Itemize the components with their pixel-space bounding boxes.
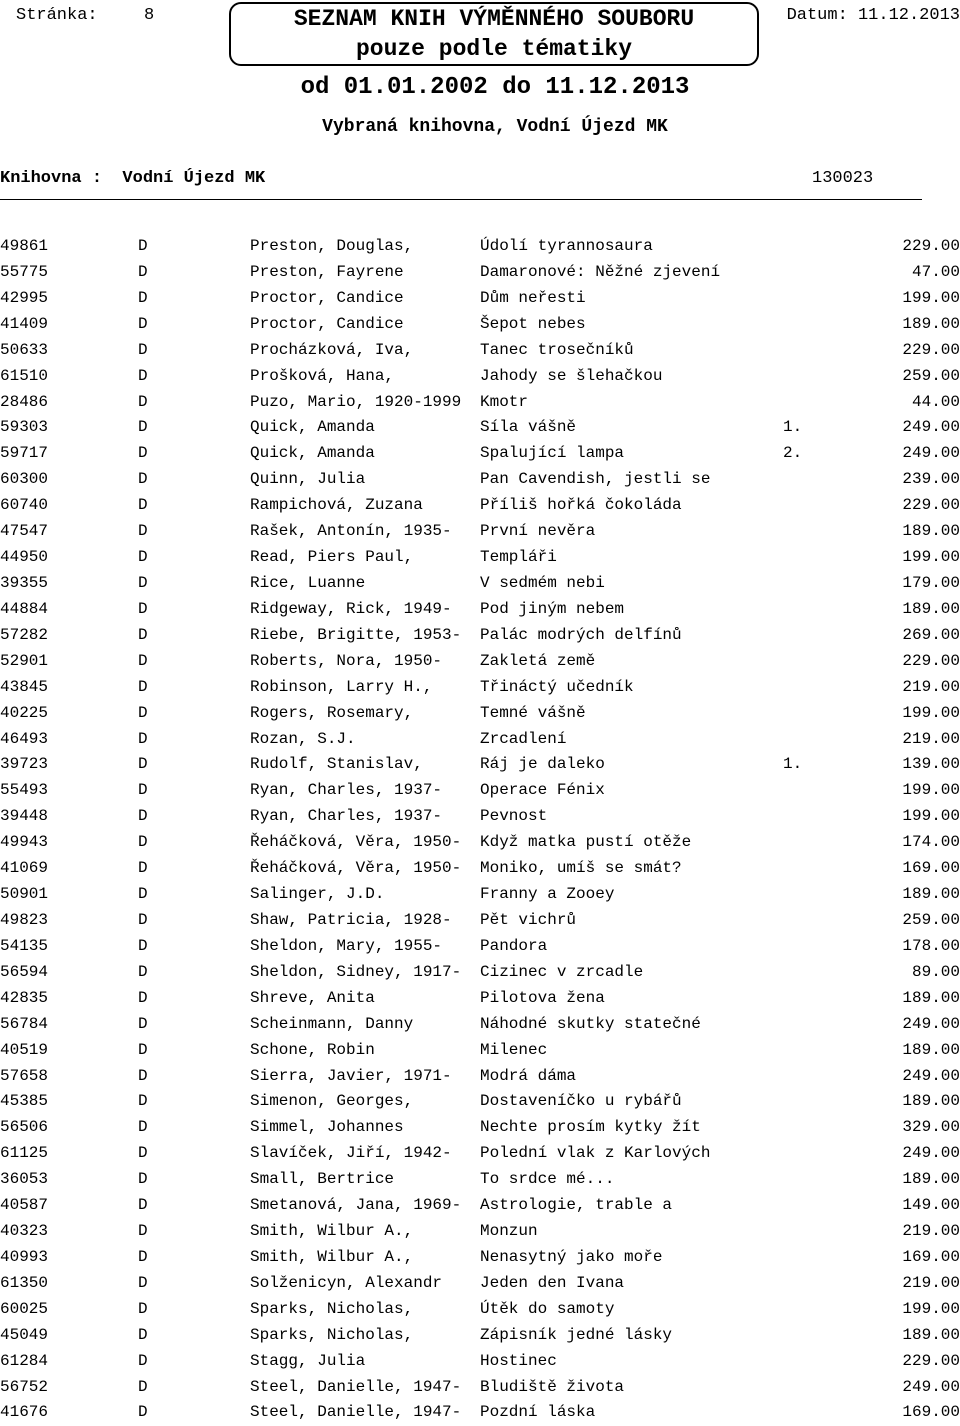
book-title: Nenasytný jako moře: [480, 1247, 663, 1266]
book-type: D: [138, 755, 148, 774]
book-id: 61350: [0, 1273, 49, 1292]
book-title: Bludiště života: [480, 1377, 625, 1396]
book-author: Procházková, Iva,: [250, 340, 414, 359]
book-type: D: [138, 833, 148, 852]
table-row: [0, 908, 960, 934]
book-id: 56506: [0, 1118, 49, 1137]
book-id: 45049: [0, 1325, 49, 1344]
page-number: 8: [144, 6, 155, 25]
book-author: Rudolf, Stanislav,: [250, 755, 423, 774]
book-type: D: [138, 859, 148, 878]
book-price: 219.00: [902, 729, 960, 748]
table-row: [0, 778, 960, 804]
book-author: Read, Piers Paul,: [250, 548, 414, 567]
book-price: 229.00: [902, 496, 960, 515]
library-line: Knihovna : Vodní Újezd MK: [0, 169, 266, 188]
book-price: 199.00: [902, 807, 960, 826]
book-author: Stagg, Julia: [250, 1351, 366, 1370]
book-price: 259.00: [902, 366, 960, 385]
book-id: 40587: [0, 1196, 49, 1215]
table-row: [0, 986, 960, 1012]
library-code: 130023: [812, 169, 874, 188]
book-author: Shreve, Anita: [250, 988, 375, 1007]
book-id: 50901: [0, 885, 49, 904]
book-author: Prošková, Hana,: [250, 366, 395, 385]
table-row: [0, 545, 960, 571]
book-type: D: [138, 1040, 148, 1059]
book-author: Quick, Amanda: [250, 444, 375, 463]
book-title: Hostinec: [480, 1351, 557, 1370]
book-title: Síla vášně: [480, 418, 577, 437]
book-price: 189.00: [902, 1040, 960, 1059]
book-price: 269.00: [902, 625, 960, 644]
book-id: 60740: [0, 496, 49, 515]
book-id: 56784: [0, 1014, 49, 1033]
book-type: D: [138, 366, 148, 385]
book-author: Schone, Robin: [250, 1040, 375, 1059]
book-type: D: [138, 262, 148, 281]
book-id: 56752: [0, 1377, 49, 1396]
book-title: Cizinec v zrcadle: [480, 962, 644, 981]
book-type: D: [138, 1403, 148, 1422]
book-title: Franny a Zooey: [480, 885, 615, 904]
book-title: Damaronové: Něžné zjevení: [480, 262, 721, 281]
table-row: [0, 1297, 960, 1323]
book-title: Údolí tyrannosaura: [480, 237, 653, 255]
table-row: [0, 1038, 960, 1064]
table-row: [0, 234, 960, 260]
book-author: Proctor, Candice: [250, 288, 404, 307]
table-row: [0, 1167, 960, 1193]
book-id: 49823: [0, 910, 49, 929]
book-author: Puzo, Mario, 1920-1999: [250, 392, 462, 411]
book-type: D: [138, 729, 148, 748]
book-price: 199.00: [902, 1299, 960, 1318]
book-type: D: [138, 573, 148, 592]
book-price: 149.00: [902, 1196, 960, 1215]
book-volume: 1.: [783, 755, 803, 774]
book-id: 40323: [0, 1222, 49, 1241]
book-id: 50633: [0, 340, 49, 359]
book-type: D: [138, 885, 148, 904]
book-id: 56594: [0, 962, 49, 981]
book-price: 249.00: [902, 444, 960, 463]
book-author: Quick, Amanda: [250, 418, 375, 437]
book-id: 39355: [0, 573, 49, 592]
book-type: D: [138, 807, 148, 826]
table-row: [0, 519, 960, 545]
book-id: 41676: [0, 1403, 49, 1422]
table-row: [0, 338, 960, 364]
table-row: [0, 960, 960, 986]
report-date: Datum: 11.12.2013: [786, 6, 960, 25]
book-type: D: [138, 392, 148, 411]
book-id: 55493: [0, 781, 49, 800]
table-row: [0, 467, 960, 493]
book-type: D: [138, 625, 148, 644]
book-type: D: [138, 1196, 148, 1215]
book-title: Temné vášně: [480, 703, 586, 722]
table-row: [0, 260, 960, 286]
book-id: 59717: [0, 444, 49, 463]
table-row: [0, 390, 960, 416]
book-id: 43845: [0, 677, 49, 696]
book-price: 199.00: [902, 703, 960, 722]
book-type: D: [138, 781, 148, 800]
book-title: Náhodné skutky statečné: [480, 1014, 701, 1033]
table-row: [0, 1012, 960, 1038]
book-title: Zakletá země: [480, 651, 596, 670]
book-price: 178.00: [902, 936, 960, 955]
book-id: 40993: [0, 1247, 49, 1266]
book-title: Modrá dáma: [480, 1066, 577, 1085]
table-row: [0, 934, 960, 960]
table-row: [0, 1193, 960, 1219]
book-title: Astrologie, trable a: [480, 1196, 673, 1215]
book-type: D: [138, 1092, 148, 1111]
book-type: D: [138, 1118, 148, 1137]
book-author: Sparks, Nicholas,: [250, 1325, 414, 1344]
table-row: [0, 727, 960, 753]
book-author: Sparks, Nicholas,: [250, 1299, 414, 1318]
book-id: 39448: [0, 807, 49, 826]
book-title: Moniko, umíš se smát?: [480, 859, 682, 878]
table-row: [0, 1064, 960, 1090]
book-price: 229.00: [902, 340, 960, 359]
book-type: D: [138, 677, 148, 696]
book-author: Small, Bertrice: [250, 1170, 395, 1189]
book-title: Kmotr: [480, 392, 529, 411]
book-price: 174.00: [902, 833, 960, 852]
book-author: Riebe, Brigitte, 1953-: [250, 625, 462, 644]
book-author: Smith, Wilbur A.,: [250, 1247, 414, 1266]
book-title: Palác modrých delfínů: [480, 625, 682, 644]
table-row: [0, 1400, 960, 1426]
book-type: D: [138, 1066, 148, 1085]
book-price: 189.00: [902, 1170, 960, 1189]
book-id: 60025: [0, 1299, 49, 1318]
table-row: [0, 571, 960, 597]
book-title: Pod jiným nebem: [480, 599, 625, 618]
book-price: 219.00: [902, 677, 960, 696]
book-title: Útěk do samoty: [480, 1299, 615, 1318]
book-author: Solženicyn, Alexandr: [250, 1273, 443, 1292]
book-price: 219.00: [902, 1273, 960, 1292]
book-author: Ridgeway, Rick, 1949-: [250, 599, 452, 618]
book-title: Dům neřesti: [480, 288, 586, 307]
table-row: [0, 1349, 960, 1375]
book-price: 169.00: [902, 1247, 960, 1266]
table-row: [0, 882, 960, 908]
book-type: D: [138, 444, 148, 463]
book-type: D: [138, 1325, 148, 1344]
table-row: [0, 1089, 960, 1115]
book-id: 55775: [0, 262, 49, 281]
book-id: 61125: [0, 1144, 49, 1163]
table-row: [0, 752, 960, 778]
book-volume: 2.: [783, 444, 803, 463]
book-price: 47.00: [911, 262, 960, 281]
book-price: 189.00: [902, 599, 960, 618]
book-title: Templáři: [480, 548, 557, 567]
table-row: [0, 1219, 960, 1245]
book-author: Rogers, Rosemary,: [250, 703, 414, 722]
book-author: Salinger, J.D.: [250, 885, 385, 904]
book-author: Slavíček, Jiří, 1942-: [250, 1144, 452, 1163]
book-title: Milenec: [480, 1040, 548, 1059]
book-price: 189.00: [902, 314, 960, 333]
book-price: 259.00: [902, 910, 960, 929]
book-author: Roberts, Nora, 1950-: [250, 651, 443, 670]
header-divider: [0, 199, 922, 200]
book-author: Shaw, Patricia, 1928-: [250, 910, 452, 929]
book-author: Simenon, Georges,: [250, 1092, 414, 1111]
book-id: 41409: [0, 314, 49, 333]
selected-library: Vybraná knihovna, Vodní Újezd MK: [322, 117, 668, 137]
book-author: Řeháčková, Věra, 1950-: [250, 859, 462, 878]
book-id: 42995: [0, 288, 49, 307]
book-id: 52901: [0, 651, 49, 670]
book-title: Nechte prosím kytky žít: [480, 1118, 701, 1137]
book-type: D: [138, 703, 148, 722]
book-type: D: [138, 237, 148, 255]
table-row: [0, 364, 960, 390]
book-price: 169.00: [902, 1403, 960, 1422]
book-title: Spalující lampa: [480, 444, 625, 463]
table-row: [0, 623, 960, 649]
book-id: 42835: [0, 988, 49, 1007]
book-id: 49861: [0, 237, 49, 255]
book-author: Řeháčková, Věra, 1950-: [250, 833, 462, 852]
table-row: [0, 441, 960, 467]
report-subtitle: pouze podle tématiky: [355, 36, 633, 62]
book-author: Rozan, S.J.: [250, 729, 356, 748]
book-author: Sheldon, Mary, 1955-: [250, 936, 443, 955]
page-label-text: Stránka:: [16, 6, 98, 25]
book-price: 189.00: [902, 988, 960, 1007]
book-price: 139.00: [902, 755, 960, 774]
table-row: [0, 415, 960, 441]
book-title: Pevnost: [480, 807, 548, 826]
book-title: Když matka pustí otěže: [480, 833, 692, 852]
book-title: Operace Fénix: [480, 781, 605, 800]
table-row: [0, 1271, 960, 1297]
book-price: 249.00: [902, 1014, 960, 1033]
book-price: 44.00: [911, 392, 960, 411]
book-id: 41069: [0, 859, 49, 878]
book-price: 249.00: [902, 1144, 960, 1163]
book-type: D: [138, 988, 148, 1007]
book-price: 189.00: [902, 1092, 960, 1111]
book-author: Sierra, Javier, 1971-: [250, 1066, 452, 1085]
table-row: [0, 649, 960, 675]
book-id: 49943: [0, 833, 49, 852]
book-price: 329.00: [902, 1118, 960, 1137]
book-id: 60300: [0, 470, 49, 489]
book-id: 45385: [0, 1092, 49, 1111]
book-type: D: [138, 962, 148, 981]
book-author: Steel, Danielle, 1947-: [250, 1403, 462, 1422]
book-author: Smetanová, Jana, 1969-: [250, 1196, 462, 1215]
table-row: [0, 1115, 960, 1141]
book-price: 249.00: [902, 1377, 960, 1396]
book-title: V sedmém nebi: [480, 573, 605, 592]
book-title: První nevěra: [480, 522, 596, 541]
book-type: D: [138, 1222, 148, 1241]
book-title: Monzun: [480, 1222, 538, 1241]
book-price: 239.00: [902, 470, 960, 489]
book-id: 44884: [0, 599, 49, 618]
book-type: D: [138, 910, 148, 929]
book-id: 36053: [0, 1170, 49, 1189]
page-label: [16, 6, 155, 25]
book-title: To srdce mé...: [480, 1170, 615, 1189]
book-author: Scheinmann, Danny: [250, 1014, 414, 1033]
book-price: 229.00: [902, 651, 960, 670]
book-id: 44950: [0, 548, 49, 567]
book-type: D: [138, 548, 148, 567]
book-id: 47547: [0, 522, 49, 541]
report-title: SEZNAM KNIH VÝMĚNNÉHO SOUBORU: [293, 6, 695, 32]
book-author: Robinson, Larry H.,: [250, 677, 433, 696]
book-author: Steel, Danielle, 1947-: [250, 1377, 462, 1396]
book-id: 57658: [0, 1066, 49, 1085]
date-range: od 01.01.2002 do 11.12.2013: [300, 74, 690, 101]
book-type: D: [138, 1170, 148, 1189]
book-type: D: [138, 1014, 148, 1033]
book-author: Sheldon, Sidney, 1917-: [250, 962, 462, 981]
book-volume: 1.: [783, 418, 803, 437]
book-price: 199.00: [902, 288, 960, 307]
table-row: [0, 830, 960, 856]
book-type: D: [138, 1351, 148, 1370]
book-title: Pandora: [480, 936, 548, 955]
book-type: D: [138, 288, 148, 307]
book-id: 46493: [0, 729, 49, 748]
book-price: 249.00: [902, 1066, 960, 1085]
table-row: [0, 312, 960, 338]
table-row: [0, 1323, 960, 1349]
table-row: [0, 1375, 960, 1401]
book-type: D: [138, 1377, 148, 1396]
book-id: 61510: [0, 366, 49, 385]
book-id: 28486: [0, 392, 49, 411]
book-id: 57282: [0, 625, 49, 644]
book-id: 54135: [0, 936, 49, 955]
book-title: Zápisník jedné lásky: [480, 1325, 673, 1344]
book-author: Quinn, Julia: [250, 470, 366, 489]
book-title: Tanec trosečníků: [480, 340, 634, 359]
book-price: 89.00: [911, 962, 960, 981]
book-id: 40519: [0, 1040, 49, 1059]
book-price: 249.00: [902, 418, 960, 437]
book-author: Proctor, Candice: [250, 314, 404, 333]
book-author: Smith, Wilbur A.,: [250, 1222, 414, 1241]
book-type: D: [138, 418, 148, 437]
table-row: [0, 675, 960, 701]
book-title: Ráj je daleko: [480, 755, 605, 774]
book-author: Ryan, Charles, 1937-: [250, 781, 443, 800]
book-price: 229.00: [902, 237, 960, 255]
book-title: Jeden den Ivana: [480, 1273, 625, 1292]
table-row: [0, 286, 960, 312]
book-price: 229.00: [902, 1351, 960, 1370]
book-type: D: [138, 314, 148, 333]
book-type: D: [138, 1299, 148, 1318]
table-row: [0, 493, 960, 519]
book-price: 169.00: [902, 859, 960, 878]
table-row: [0, 1245, 960, 1271]
book-title: Pozdní láska: [480, 1403, 596, 1422]
book-id: 40225: [0, 703, 49, 722]
book-type: D: [138, 496, 148, 515]
book-author: Rašek, Antonín, 1935-: [250, 522, 452, 541]
book-type: D: [138, 340, 148, 359]
book-author: Preston, Fayrene: [250, 262, 404, 281]
book-list: [0, 234, 960, 1426]
book-title: Dostaveníčko u rybářů: [480, 1092, 682, 1111]
book-title: Pan Cavendish, jestli se: [480, 470, 711, 489]
book-type: D: [138, 936, 148, 955]
book-type: D: [138, 1247, 148, 1266]
book-title: Zrcadlení: [480, 729, 567, 748]
report-title-box: [229, 2, 759, 66]
book-author: Rampichová, Zuzana: [250, 496, 423, 515]
book-title: Jahody se šlehačkou: [480, 366, 663, 385]
table-row: [0, 1141, 960, 1167]
table-row: [0, 804, 960, 830]
book-price: 189.00: [902, 1325, 960, 1344]
book-type: D: [138, 1273, 148, 1292]
book-type: D: [138, 651, 148, 670]
book-author: Preston, Douglas,: [250, 237, 414, 255]
book-id: 59303: [0, 418, 49, 437]
table-row: [0, 597, 960, 623]
book-price: 219.00: [902, 1222, 960, 1241]
table-row: [0, 856, 960, 882]
book-price: 199.00: [902, 781, 960, 800]
table-row: [0, 701, 960, 727]
book-type: D: [138, 1144, 148, 1163]
book-title: Příliš hořká čokoláda: [480, 496, 682, 515]
book-id: 61284: [0, 1351, 49, 1370]
book-title: Třináctý učedník: [480, 677, 634, 696]
book-id: 39723: [0, 755, 49, 774]
book-price: 189.00: [902, 522, 960, 541]
book-price: 199.00: [902, 548, 960, 567]
book-author: Rice, Luanne: [250, 573, 366, 592]
book-title: Šepot nebes: [480, 314, 586, 333]
book-type: D: [138, 522, 148, 541]
book-author: Simmel, Johannes: [250, 1118, 404, 1137]
book-author: Ryan, Charles, 1937-: [250, 807, 443, 826]
book-type: D: [138, 599, 148, 618]
book-title: Pět vichrů: [480, 910, 577, 929]
book-title: Polední vlak z Karlových: [480, 1144, 711, 1163]
book-price: 179.00: [902, 573, 960, 592]
book-type: D: [138, 470, 148, 489]
book-price: 189.00: [902, 885, 960, 904]
book-title: Pilotova žena: [480, 988, 605, 1007]
